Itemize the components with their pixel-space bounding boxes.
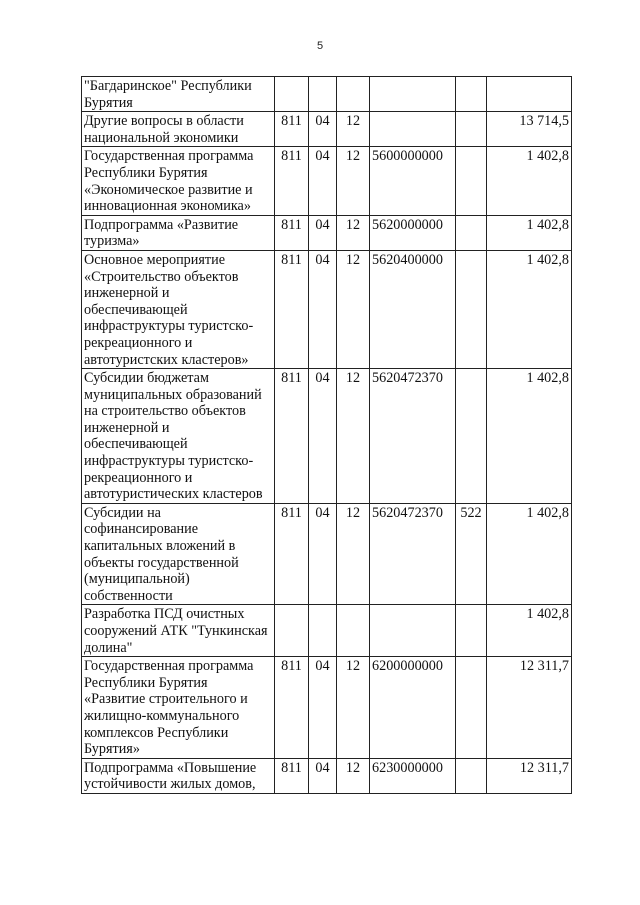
target-article-cell bbox=[370, 112, 456, 147]
admin-code-cell: 811 bbox=[275, 758, 309, 793]
expense-type-cell bbox=[456, 77, 487, 112]
section-code-cell: 04 bbox=[309, 657, 337, 759]
subsection-code-cell: 12 bbox=[337, 215, 370, 250]
section-code-cell: 04 bbox=[309, 503, 337, 605]
section-code-cell: 04 bbox=[309, 215, 337, 250]
table-row bbox=[82, 215, 572, 250]
expense-type-cell bbox=[456, 605, 487, 657]
section-code-cell: 04 bbox=[309, 369, 337, 504]
row-name-cell: Субсидии на софинансирование капитальных вложений в объекты государственной (муниципальной) собственности bbox=[82, 503, 275, 605]
expense-type-cell bbox=[456, 758, 487, 793]
table-row bbox=[82, 369, 572, 504]
section-code-cell: 04 bbox=[309, 112, 337, 147]
amount-cell: 1 402,8 bbox=[487, 369, 572, 504]
amount-cell: 1 402,8 bbox=[487, 147, 572, 215]
expense-type-cell: 522 bbox=[456, 503, 487, 605]
budget-table bbox=[81, 76, 572, 794]
subsection-code-cell: 12 bbox=[337, 758, 370, 793]
expense-type-cell bbox=[456, 250, 487, 368]
section-code-cell: 04 bbox=[309, 147, 337, 215]
subsection-code-cell: 12 bbox=[337, 112, 370, 147]
target-article-cell: 5620472370 bbox=[370, 503, 456, 605]
subsection-code-cell bbox=[337, 605, 370, 657]
admin-code-cell: 811 bbox=[275, 250, 309, 368]
target-article-cell: 5620000000 bbox=[370, 215, 456, 250]
amount-cell: 1 402,8 bbox=[487, 250, 572, 368]
admin-code-cell: 811 bbox=[275, 657, 309, 759]
row-name-cell: Основное мероприятие «Строительство объектов инженерной и обеспечивающей инфраструктуры туристско-рекреационного и автотуристских кластеров» bbox=[82, 250, 275, 368]
row-name-cell: Подпрограмма «Развитие туризма» bbox=[82, 215, 275, 250]
table-row bbox=[82, 605, 572, 657]
subsection-code-cell: 12 bbox=[337, 147, 370, 215]
amount-cell: 13 714,5 bbox=[487, 112, 572, 147]
subsection-code-cell: 12 bbox=[337, 503, 370, 605]
expense-type-cell bbox=[456, 215, 487, 250]
admin-code-cell: 811 bbox=[275, 503, 309, 605]
admin-code-cell: 811 bbox=[275, 215, 309, 250]
target-article-cell: 5600000000 bbox=[370, 147, 456, 215]
amount-cell: 12 311,7 bbox=[487, 758, 572, 793]
table-row bbox=[82, 758, 572, 793]
target-article-cell bbox=[370, 77, 456, 112]
admin-code-cell bbox=[275, 77, 309, 112]
expense-type-cell bbox=[456, 657, 487, 759]
subsection-code-cell: 12 bbox=[337, 657, 370, 759]
amount-cell: 1 402,8 bbox=[487, 503, 572, 605]
page-number: 5 bbox=[316, 40, 324, 52]
row-name-cell: Подпрограмма «Повышение устойчивости жилых домов, bbox=[82, 758, 275, 793]
section-code-cell: 04 bbox=[309, 758, 337, 793]
subsection-code-cell bbox=[337, 77, 370, 112]
admin-code-cell: 811 bbox=[275, 112, 309, 147]
admin-code-cell: 811 bbox=[275, 147, 309, 215]
row-name-cell: Разработка ПСД очистных сооружений АТК "Тункинская долина" bbox=[82, 605, 275, 657]
section-code-cell bbox=[309, 77, 337, 112]
expense-type-cell bbox=[456, 112, 487, 147]
row-name-cell: Субсидии бюджетам муниципальных образований на строительство объектов инженерной и обеспечивающей инфраструктуры туристско-рекреационного и автотуристических кластеров bbox=[82, 369, 275, 504]
table-row bbox=[82, 112, 572, 147]
amount-cell: 12 311,7 bbox=[487, 657, 572, 759]
table-row bbox=[82, 250, 572, 368]
target-article-cell: 5620472370 bbox=[370, 369, 456, 504]
table-row bbox=[82, 503, 572, 605]
expense-type-cell bbox=[456, 147, 487, 215]
amount-cell: 1 402,8 bbox=[487, 215, 572, 250]
target-article-cell: 5620400000 bbox=[370, 250, 456, 368]
table-row bbox=[82, 657, 572, 759]
row-name-cell: Государственная программа Республики Бурятия «Развитие строительного и жилищно-коммунального комплексов Республики Бурятия» bbox=[82, 657, 275, 759]
row-name-cell: Государственная программа Республики Бурятия «Экономическое развитие и инновационная экономика» bbox=[82, 147, 275, 215]
table-row bbox=[82, 147, 572, 215]
target-article-cell bbox=[370, 605, 456, 657]
target-article-cell: 6200000000 bbox=[370, 657, 456, 759]
subsection-code-cell: 12 bbox=[337, 369, 370, 504]
row-name-cell: Другие вопросы в области национальной экономики bbox=[82, 112, 275, 147]
expense-type-cell bbox=[456, 369, 487, 504]
row-name-cell: "Багдаринское" Республики Бурятия bbox=[82, 77, 275, 112]
section-code-cell: 04 bbox=[309, 250, 337, 368]
admin-code-cell: 811 bbox=[275, 369, 309, 504]
subsection-code-cell: 12 bbox=[337, 250, 370, 368]
table-row bbox=[82, 77, 572, 112]
amount-cell: 1 402,8 bbox=[487, 605, 572, 657]
section-code-cell bbox=[309, 605, 337, 657]
admin-code-cell bbox=[275, 605, 309, 657]
amount-cell bbox=[487, 77, 572, 112]
target-article-cell: 6230000000 bbox=[370, 758, 456, 793]
